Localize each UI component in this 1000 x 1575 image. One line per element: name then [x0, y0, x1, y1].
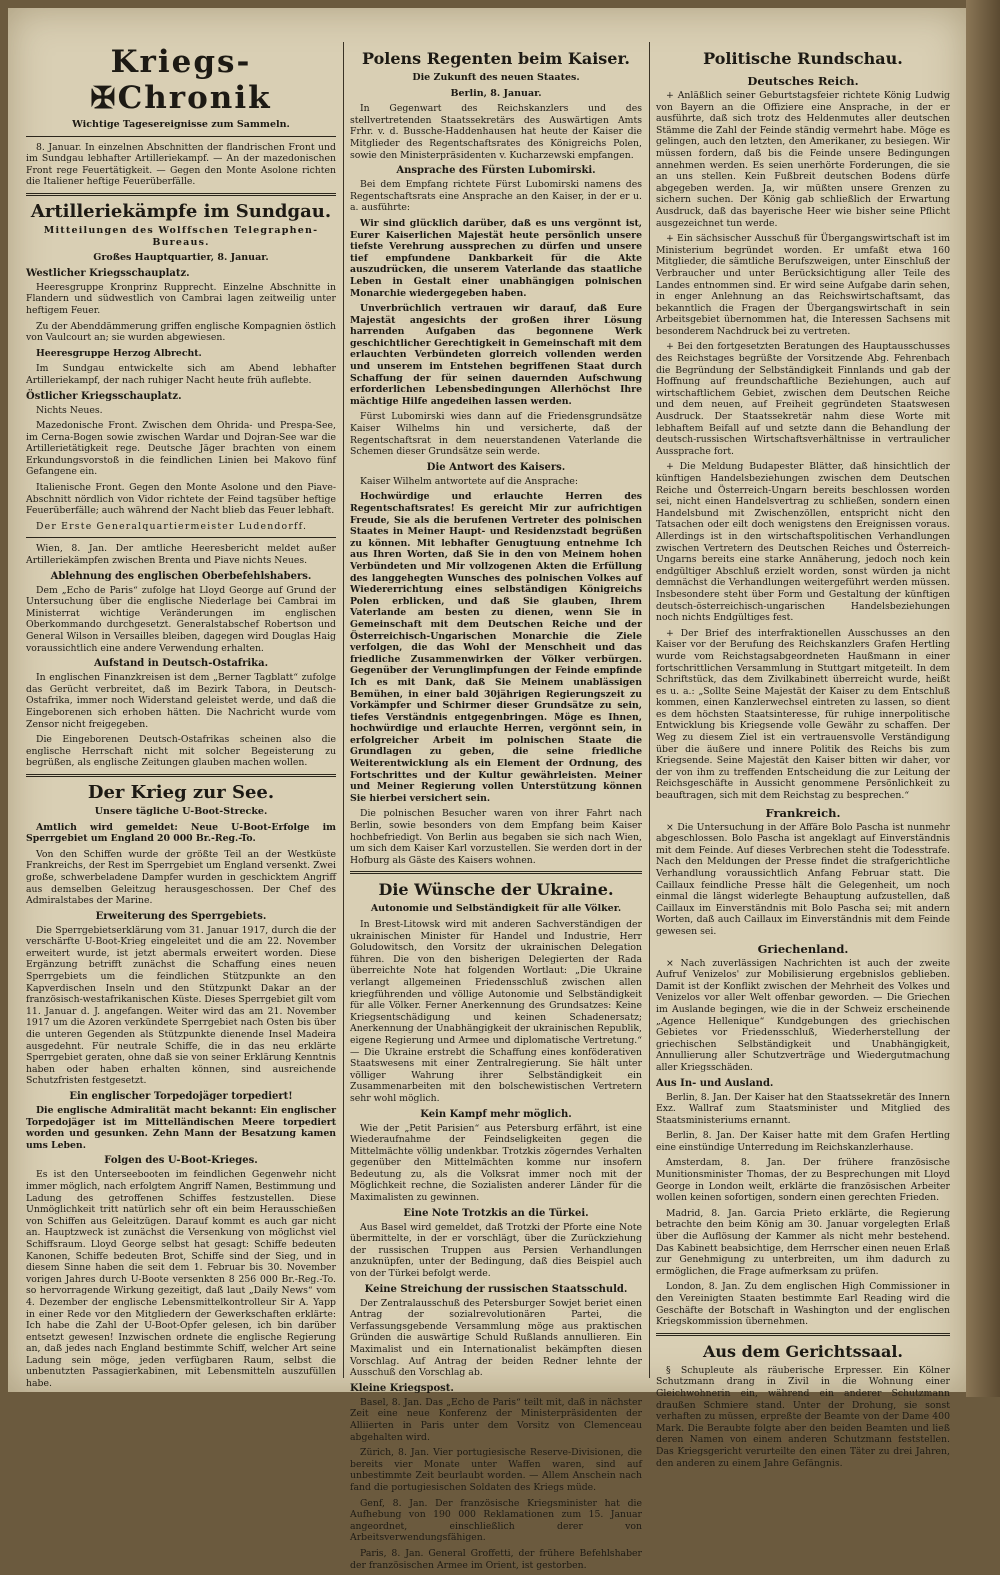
subhead: Folgen des U-Boot-Krieges. [104, 1155, 258, 1167]
subhead: Kein Kampf mehr möglich. [420, 1108, 572, 1120]
subhead-west: Westlicher Kriegsschauplatz. [26, 267, 190, 279]
paragraph: Es ist den Unterseebooten im feindlichen Gegenwehr nicht immer möglich, nach erfolgtem Angriff Namen, Bestimmung und Ladung des getroffenen Schiffes festzustellen. Diese Unmöglichkeit tritt natürlich sehr oft ein beim Herausschießen von Schiffen aus Geleitzügen. Darauf kommt es auch gar nicht an. Hauptzweck ist zunächst die Versenkung von möglichst viel Schiffsraum. Lloyd George selbst hat gesagt: Schiffe bedeuten Kanonen, Schiffe bedeuten Brot, Schiffe sind der Sieg, und in diesem Sinne haben die seit dem 1. Februar bis 30. November vorigen Jahres durch U-Boote versenkten 8 256 000 Br.-Reg.-To. so hervorragende Wirkung gezeitigt, daß laut „Daily News“ vom 4. Dezember der englische Lebensmittelkontrolleur Sir A. Yapp in einer Rede vor den Mitgliedern der Gewerkschaften erklärte: Ich habe die Zahl der U-Boot-Opfer gelesen, ich bin darüber entsetzt gewesen! Inzwischen ordnete die englische Regierung an, daß jedes nach England bestimmte Schiff, welcher Art seine Ladung sein möge, jeden verfügbaren Raum, selbst die unbenutzten Passagierkabinen, mit Lebensmitteln auszufüllen habe. [26, 1169, 336, 1390]
divider [26, 774, 336, 777]
headline-rundschau: Politische Rundschau. [703, 49, 903, 68]
subhead: Ansprache des Fürsten Lubomirski. [396, 165, 596, 177]
subhead-ausland: Aus In- und Ausland. [656, 1077, 774, 1089]
subhead: Die Antwort des Kaisers. [426, 461, 566, 473]
paragraph: Basel, 8. Jan. Das „Echo de Paris“ teilt mit, daß in nächster Zeit eine neue Konferenz der Ministerpräsidenten der Alliierten in Paris unter dem Vorsitz von Clemenceau abgehalten wird. [350, 1396, 642, 1443]
subhead: Eine Note Trotzkis an die Türkei. [403, 1207, 589, 1219]
paragraph: × Die Untersuchung in der Affäre Bolo Pascha ist nunmehr abgeschlossen. Bolo Pascha ist angeklagt auf Einverständnis mit dem Feinde. Auf dieses Verbrechen steht die Todesstrafe. Nach den Meldungen der Presse findet die strafgerichtliche Verhandlung voraussichtlich Anfang Februar statt. Die Caillaux feindliche Presse hält die Gelegenheit, um noch einmal die längst widerlegte Behauptung aufzustellen, daß Caillaux im Einverständnis mit Bolo Pascha sei; mit andern Worten, daß auch Caillaux im Einverständnis mit dem Feinde gewesen sei. [656, 821, 950, 937]
headline-sea: Der Krieg zur See. [87, 781, 275, 803]
paragraph: Amsterdam, 8. Jan. Der frühere französische Munitionsminister Thomas, der zu Besprechungen mit Lloyd George in London weilt, erklärte die französischen Arbeiter wollen keinen sofortigen, sondern einen gerechten Frieden. [656, 1157, 950, 1204]
paragraph: + Die Meldung Budapester Blätter, daß hinsichtlich der künftigen Handelsbeziehungen zwischen dem Deutschen Reiche und Österreich-Ungarn bereits beschlossen worden sei, nicht einen Handelsvertrag zu schließen, sondern einen Handelsbund mit Zwischenzöllen, entspricht nicht den Tatsachen oder eilt doch wenigstens den Ereignissen voraus. Allerdings ist in den wirtschaftspolitischen Verhandlungen zwischen Vertretern des Deutschen Reiches und Österreich-Ungarns bereits eine starke Annäherung, jedoch noch kein endgültiger Abschluß erzielt worden, sonst würden ja nicht demnächst die Verhandlungen weitergeführt werden müssen. Insbesondere steht über Form und Gestaltung der künftigen deutsch-österreichisch-ungarischen Handelsbeziehungen noch nichts Endgültiges fest. [656, 461, 950, 624]
column-rundschau [656, 44, 950, 1473]
masthead-left: Kriegs- [110, 44, 252, 80]
paragraph: + Bei den fortgesetzten Beratungen des Hauptausschusses des Reichstages begrüßte der Vorsitzende Abg. Fehrenbach die Begründung der Selbständigkeit Finnlands und gab der Hoffnung auf freundschaftliche Beziehungen, auch auf wirtschaftlichem Gebiet, zwischen dem Deutschen Reiche und dem neuen, auf Freiheit gegründeten Staatswesen Ausdruck. Der Staatssekretär nahm diese Worte mit lebhaftem Beifall auf und setzte dann die Behandlung der deutsch-russischen Wirtschaftsverhältnisse in vertraulicher Aussprache fort. [656, 341, 950, 457]
column-rule [649, 42, 650, 1378]
paragraph: Zürich, 8. Jan. Vier portugiesische Reserve-Divisionen, die bereits vier Monate unter Waffen waren, sind auf unbestimmte Zeit beurlaubt worden. — Allem Anschein nach fand die portugiesischen Soldaten des Kriegs müde. [350, 1447, 642, 1493]
paragraph: Amtlich wird gemeldet: Neue U-Boot-Erfolge im Sperrgebiet um England 20 000 Br.-Reg.-To. [26, 821, 336, 845]
paragraph: Bei dem Empfang richtete Fürst Lubomirski namens des Regentschaftsrats eine Ansprache an den Kaiser, in der er u. a. ausführte: [350, 179, 642, 214]
paragraph: Wien, 8. Jan. Der amtliche Heeresbericht meldet außer Artilleriekämpfen zwischen Brenta und Piave nichts Neues. [26, 543, 336, 567]
wtb-line: Mitteilungen des Wolffschen Telegraphen-Bureaus. [43, 224, 319, 248]
paragraph: Wir sind glücklich darüber, daß es uns vergönnt ist, Eurer Kaiserlichen Majestät heute persönlich unsere tiefste Verehrung aussprechen zu dürfen und unsere tief empfundene Dankbarkeit für die Akte auszudrücken, die unserem Vaterlande das staatliche Leben in Gestalt einer unabhängigen polnischen Monarchie wiedergegeben haben. [350, 217, 642, 299]
paragraph: Die englische Admiralität macht bekannt: Ein englischer Torpedojäger ist im Mittelländischen Meere torpediert worden und gesunken. Zehn Mann der Besatzung kamen ums Leben. [26, 1105, 336, 1151]
paragraph: Mazedonische Front. Zwischen dem Ohrida- und Prespa-See, im Cerna-Bogen sowie zwischen Wardar und Dojran-See war die Artillerietätigkeit rege. Deutsche Jäger brachten von einem Erkundungsvorstoß in die feindlichen Linien bei Makovo fünf Gefangene ein. [26, 420, 336, 478]
paragraph: In Brest-Litowsk wird mit anderen Sachverständigen der ukrainischen Minister für Handel und Industrie, Herr Goludowitsch, den Vorsitz der ukrainischen Delegation führen. Die von den bisherigen Delegierten der Rada überreichte Note hat folgenden Wortlaut: „Die Ukraine verlangt allgemeinen Friedensschluß zwischen allen kriegführenden und völlige Autonomie und Selbständigkeit für alle Völker. Ferner Anerkennung des Grundsatzes: Keine Kriegsentschädigung und keinen Schadenersatz; Anerkennung der Unabhängigkeit der ukrainischen Republik, eigene Regierung und Armee und diplomatische Vertretung.“ — Die Ukraine erstrebt die Schaffung eines konföderativen Staatswesens mit einer Zentralregierung. Sie hält unter völliger Wahrung ihrer Selbständigkeit ein Zusammenarbeiten mit den bolschewistischen Vertretern sehr wohl möglich. [350, 919, 642, 1104]
paragraph: Berlin, 8. Jan. Der Kaiser hatte mit dem Grafen Hertling eine einstündige Unterredung im Reichskanzlerhause. [656, 1130, 950, 1153]
column-politics-east [350, 44, 642, 1575]
masthead [26, 44, 336, 117]
paragraph: Hochwürdige und erlauchte Herren des Regentschaftsrates! Es gereicht Mir zur aufrichtigen Freude, Sie als die berufenen Vertreter des polnischen Staates in Meiner Haupt- und Residenzstadt begrüßen zu können. Mit lebhafter Genugtuung entnehme Ich aus Ihren Worten, daß Sie in den von Meinem hohen Verbündeten und Mir vollzogenen Akten die Erfüllung des langgehegten Wunsches des polnischen Volkes auf Wiedererrichtung eines selbständigen Königreichs Polen erblicken, und daß Sie glauben, Ihrem Vaterlande am besten zu dienen, wenn Sie in Gemeinschaft mit dem Deutschen Reiche und der Österreichisch-Ungarischen Monarchie die Ziele verfolgen, die das Wohl der Menschheit und das friedliche Zusammenwirken der Völker verbürgen. Gegenüber der Verunglimpfungen der Feinde empfinde Ich es mit Dank, daß Sie Meinem unablässigen Bemühen, in einer bald 30jährigen Regierungszeit zu Vorkämpfer und Schirmer dieser Grundsätze zu sein, tiefes Verständnis entgegenbringen. Möge es Ihnen, hochwürdige und erlauchte Herren, vergönnt sein, in erfolgreicher Arbeit im polnischen Staate die Grundlagen zu geben, die seine friedliche Weiterentwicklung als ein Element der Ordnung, des Fortschrittes und der Kultur gewährleisten. Meiner und Meiner Regierung vollen Unterstützung können Sie hierbei versichert sein. [350, 491, 642, 804]
subhead: Ein englischer Torpedojäger torpediert! [69, 1091, 293, 1102]
masthead-right: Chronik [117, 80, 272, 116]
paragraph: Nichts Neues. [36, 404, 103, 416]
divider [350, 871, 642, 874]
binding-edge [966, 0, 1000, 1397]
paragraph: Madrid, 8. Jan. Garcia Prieto erklärte, die Regierung betrachte den beim König am 30. Januar vorgelegten Erlaß über die Auflösung der Kammer als nicht mehr bestehend. Das Kabinett beabsichtige, dem Herrscher einen neuen Erlaß zur Genehmigung zu unterbreiten, um ihm dadurch zu ermöglichen, die Frage aufmerksam zu prüfen. [656, 1207, 950, 1277]
headline-ukraine: Die Wünsche der Ukraine. [378, 880, 614, 900]
intro-paragraph: 8. Januar. In einzelnen Abschnitten der flandrischen Front und im Sundgau lebhafter Artilleriekampf. — An der mazedonischen Front rege Feuertätigkeit. — Gegen den Monte Asolone richten die Italiener heftige Feuerüberfälle. [26, 141, 336, 188]
dateline: Berlin, 8. Januar. [450, 87, 542, 99]
paragraph: Zu der Abenddämmerung griffen englische Kompagnien östlich von Vaulcourt an; sie wurden abgewiesen. [26, 320, 336, 344]
paragraph: Italienische Front. Gegen den Monte Asolone und den Piave-Abschnitt nördlich von Vidor richtete der Feind tagsüber heftige Feuerüberfälle; auch während der Nacht blieb das Feuer lebhaft. [26, 482, 336, 517]
paragraph: Kaiser Wilhelm antwortete auf die Ansprache: [360, 475, 578, 487]
paragraph: Heeresgruppe Kronprinz Rupprecht. Einzelne Abschnitte in Flandern und südwestlich von Cambrai lagen zeitweilig unter heftigem Feuer. [26, 281, 336, 316]
subhead-east: Östlicher Kriegsschauplatz. [26, 390, 182, 402]
paragraph: Die Sperrgebietserklärung vom 31. Januar 1917, durch die der verschärfte U-Boot-Krieg eingeleitet und die am 22. November erweitert wurde, ist jetzt abermals erweitert worden. Diese Ergänzung betrifft zunächst die Schaffung eines neuen Sperrgebiets um die feindlichen Stützpunkte an den Kapverdischen Inseln und den Stützpunkt Dakar an der französisch-westafrikanischen Küste. Dieses Sperrgebiet gilt vom 11. Januar d. J. angefangen. Weiter wird das am 21. November 1917 um die Azoren verkündete Sperrgebiet nach Osten bis über die unteren Gegenden als Stützpunkte dienende Insel Madeira ausgedehnt. Für neutrale Schiffe, die in das neu erklärte Sperrgebiet geraten, ohne daß sie von seiner Erklärung Kenntnis haben oder haben erhalten können, sind ausreichende Schutzfristen festgesetzt. [26, 924, 336, 1087]
divider [26, 136, 336, 137]
subtitle: Die Zukunft des neuen Staates. [412, 72, 580, 83]
column-kriegs-chronik [26, 44, 336, 1394]
paragraph: Fürst Lubomirski wies dann auf die Friedensgrundsätze Kaiser Wilhelms hin und versicherte, daß der Regentschaftsrat in dem neuerstandenen Vaterlande die Schemen dieser Grundsätze sein werde. [350, 411, 642, 458]
masthead-subtitle: Wichtige Tagesereignisse zum Sammeln. [72, 119, 290, 130]
paragraph: + Ein sächsischer Ausschuß für Übergangswirtschaft ist im Ministerium begründet worden. Er umfaßt etwa 160 Mitglieder, die sämtliche Berufszweigen, unter Einschluß der Verbraucher und unter Berücksichtigung aller Teile des Landes entnommen sind. Er wird seine Aufgabe darin sehen, in enger Anlehnung an das Reichswirtschaftsamt, das bekanntlich die Fragen der Übergangswirtschaft in sein Arbeitsgebiet übernommen hat, die Interessen Sachsens mit besonderem Nachdruck bei zu vertreten. [656, 233, 950, 337]
paragraph: Heeresgruppe Herzog Albrecht. [36, 347, 202, 359]
subhead-reich: Deutsches Reich. [747, 74, 859, 88]
paragraph: Paris, 8. Jan. General Groffetti, der frühere Befehlshaber der französischen Armee im Orient, ist gestorben. [350, 1547, 642, 1571]
iron-cross-icon: ✠ [90, 81, 118, 116]
subhead-frankreich: Frankreich. [765, 805, 841, 820]
paragraph: London, 8. Jan. Zu dem englischen High Commissioner in den Vereinigten Staaten bestimmte Earl Reading wird die Geschäfte der Botschaft in Washington und der englischen Kriegskommission übernehmen. [656, 1281, 950, 1328]
signature: Der Erste Generalquartiermeister Ludendorff. [36, 520, 308, 532]
column-rule [343, 42, 344, 1378]
paragraph: Die Eingeborenen Deutsch-Ostafrikas scheinen also die englische Herrschaft nicht mit solcher Begeisterung zu begrüßen, als englische Zeitungen glauben machen wollen. [26, 734, 336, 769]
paragraph: Berlin, 8. Jan. Der Kaiser hat den Staatssekretär des Innern Exz. Wallraf zum Staatsminister und Mitglied des Staatsministeriums ernannt. [656, 1091, 950, 1126]
newspaper-page [8, 8, 966, 1571]
paragraph: Genf, 8. Jan. Der französische Kriegsminister hat die Aufhebung von 190 000 Reklamationen zum 15. Januar angeordnet, einschließlich derer von Arbeitsverwendungsfähigen. [350, 1497, 642, 1544]
subhead: Erweiterung des Sperrgebiets. [95, 910, 267, 922]
paragraph: Der Zentralausschuß des Petersburger Sowjet beriet einen Antrag der sozialrevolutionären Partei, die Verfassungsgebende Versammlung möge aus praktischen Gründen die auswärtige Schuld Rußlands annullieren. Ein Maximalist und ein Internationalist bekämpften diesen Vorschlag. Auf Antrag der beiden Redner lehnte der Ausschuß den Vorschlag ab. [350, 1297, 642, 1379]
paragraph: Wie der „Petit Parisien“ aus Petersburg erfährt, ist eine Wiederaufnahme der Feindseligkeiten gegen die Mittelmächte völlig undenkbar. Trotzkis zögerndes Verhalten gegenüber den Mittelmächten komme nur insofern Bedeutung zu, als die Volksrat immer noch mit der Möglichkeit rechne, die Sozialisten anderer Länder für die Maximalisten zu gewinnen. [350, 1122, 642, 1204]
subtitle: Unsere tägliche U-Boot-Strecke. [94, 805, 268, 817]
subtitle: Autonomie und Selbständigkeit für alle Völker. [370, 903, 622, 915]
subhead: Ablehnung des englischen Oberbefehlshabers. [50, 570, 312, 582]
paragraph: § Schupleute als räuberische Erpresser. Ein Kölner Schutzmann drang in Zivil in die Wohnung einer Gleichwohnerin ein, während ein anderer Schutzmann draußen Schmiere stand. Unter der Drohung, sie sonst verhaften zu müssen, erpreßte der Beamte von der Dame 400 Mark. Die Beraubte folgte aber den beiden Beamten und ließ deren Namen von einem anderen Schutzmann feststellen. Das Kriegsgericht verurteilte den einen Täter zu drei Jahren, den anderen zu einem Jahre Gefängnis. [656, 1364, 950, 1469]
headline-gerichtssaal: Aus dem Gerichtssaal. [702, 1341, 903, 1361]
paragraph: × Nach zuverlässigen Nachrichten ist auch der zweite Aufruf Venizelos' zur Mobilisierung ergebnislos geblieben. Damit ist der Konflikt zwischen der Mehrheit des Volkes und Venizelos vor aller Welt offenbar geworden. — Die Griechen im Auslande begingen, wie die in der Schweiz erscheinende „Agence Hellenique“ Kundgebungen des griechischen Gebietes vor Friedensschluß, Wiederherstellung der griechischen Selbständigkeit und Unabhängigkeit, Annullierung aller Schutzverträge und Wiedergutmachung aller Kriegsschäden. [656, 957, 950, 1073]
divider [656, 1333, 950, 1336]
paragraph: Aus Basel wird gemeldet, daß Trotzki der Pforte eine Note übermittelte, in der er vorschlägt, über die Zurückziehung der russischen Truppen aus Persien Verhandlungen anzuknüpfen, unter der Bedingung, daß dies Beispiel auch von der Türkei befolgt werde. [350, 1221, 642, 1280]
dateline: Großes Hauptquartier, 8. Januar. [93, 252, 269, 264]
paragraph: Im Sundgau entwickelte sich am Abend lebhafter Artilleriekampf, der nach ruhiger Nacht heute früh auflebte. [26, 363, 336, 386]
subhead: Kleine Kriegspost. [350, 1382, 454, 1394]
paragraph: Von den Schiffen wurde der größte Teil an der Westküste Frankreichs, der Rest im Sperrgebiet um England versenkt. Zwei große, schwerbeladene Dampfer wurden in geschicktem Angriff aus demselben Geleitzug herausgeschossen. Der Chef des Admiralstabes der Marine. [26, 848, 336, 907]
divider [26, 537, 336, 538]
paragraph: In Gegenwart des Reichskanzlers und des stellvertretenden Staatssekretärs des Auswärtigen Amts Frhr. v. d. Bussche-Haddenhausen hat heute der Kaiser die Mitglieder des Regentschaftsrates des Königreichs Polen, sowie den Ministerpräsidenten v. Kucharzewski empfangen. [350, 103, 642, 161]
subhead: Keine Streichung der russischen Staatsschuld. [364, 1283, 628, 1295]
paragraph: Unverbrüchlich vertrauen wir darauf, daß Eure Majestät angesichts der großen ihrer Lösung harrenden Aufgaben das begonnene Werk geschichtlicher Gerechtigkeit in Gemeinschaft mit dem erlauchten Verbündeten glorreich vollenden werden und unserem im Entstehen begriffenen Staat durch Schaffung der für seinen dauernden Aufschwung erforderlichen Lebensbedingungen Allerhöchst Ihre mächtige Hilfe angedeihen lassen werden. [350, 303, 642, 407]
subhead: Aufstand in Deutsch-Ostafrika. [93, 658, 269, 670]
paragraph: + Der Brief des interfraktionellen Ausschusses an den Kaiser vor der Berufung des Reichskanzlers Grafen Hertling wurde vom Reichstagsabgeordneten Haußmann in einer fortschrittlichen Versammlung in Stuttgart mitgeteilt. In dem Schriftstück, das dem Zivilkabinett überreicht wurde, heißt es u. a.: „Sollte Seine Majestät der Kaiser zu dem Entschluß kommen, einen Kanzlerwechsel eintreten zu lassen, so dient es dem höchsten Staatsinteresse, für ruhige innerpolitische Entwicklung bis Kriegsende volle Gewähr zu schaffen. Der Weg zu diesem Ziel ist ein vertrauensvolle Verständigung über die äußere und innere Politik des Reichs bis zum Kriegsende. Seine Majestät den Kaiser bitten wir daher, vor der von ihm zu treffenden Entscheidung die zur Leitung der Reichsgeschäfte in Aussicht genommene Persönlichkeit zu beauftragen, sich mit dem Reichstag zu besprechen.“ [656, 627, 950, 802]
divider [26, 193, 336, 196]
paragraph: Dem „Echo de Paris“ zufolge hat Lloyd George auf Grund der Untersuchung über die englische Niederlage bei Cambrai im Ministerrat wichtige Veränderungen im englischen Oberkommando durchgesetzt. Generalstabschef Robertson und General Wilson in Versailles bleiben, dagegen wird Douglas Haig voraussichtlich eine andere Verwendung erhalten. [26, 584, 336, 654]
headline-polen: Polens Regenten beim Kaiser. [361, 49, 630, 68]
paragraph: In englischen Finanzkreisen ist dem „Berner Tagblatt“ zufolge das Gerücht verbreitet, daß im Bezirk Tabora, in Deutsch-Ostafrika, immer noch Widerstand geleistet werde, und daß die Eingeborenen sich erhoben hätten. Die Nachricht wurde vom Zensor nicht freigegeben. [26, 672, 336, 730]
headline-artillery: Artilleriekämpfe im Sundgau. [30, 200, 332, 222]
subhead-griechenland: Griechenland. [757, 941, 849, 956]
paragraph: + Anläßlich seiner Geburtstagsfeier richtete König Ludwig von Bayern an die Offiziere eine Ansprache, in der er ausführte, daß sich trotz des Heldenmutes aller deutschen Stämme die Zahl der Feinde ständig vermehrt habe. Möge es gelingen, auch den letzten, den Amerikaner, zu besiegen. Wir müssen fordern, daß bis die Feinde unsere Bedingungen annehmen werden. Es seien unerhörte Forderungen, die sie an uns stellen. Kein Fußbreit deutschen Bodens dürfe abgegeben werden. Ja, wir müßten unsere Grenzen zu sichern suchen. Der König gab schließlich der Erwartung Ausdruck, daß das bayerische Heer wie bisher seine Pflicht ausgezeichnet tun werde. [656, 90, 950, 229]
paragraph: Die polnischen Besucher waren von ihrer Fahrt nach Berlin, sowie besonders von dem Empfang beim Kaiser hochbefriedigt. Von Berlin aus begaben sie sich nach Wien, um sich dem Kaiser Karl vorzustellen. Sie werden dort in der Hofburg als Gäste des Kaisers wohnen. [350, 808, 642, 866]
